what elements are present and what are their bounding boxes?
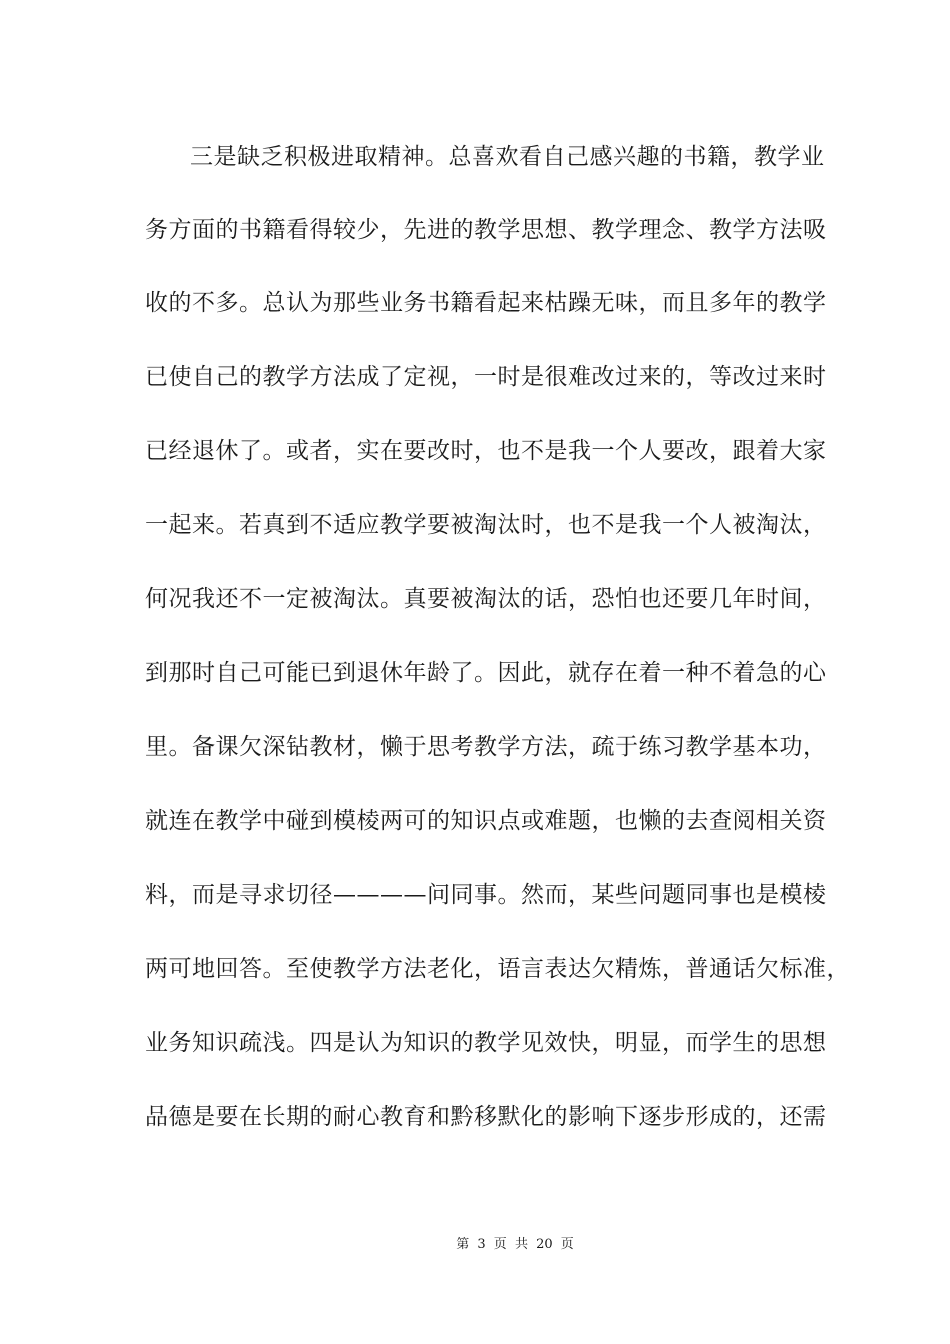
paragraph-line-8: 到那时自己可能已到退休年龄了。因此，就存在着一种不着急的心 [145,660,827,686]
footer-current-page: 3 [477,1237,486,1252]
page-footer [0,1236,950,1254]
footer-page-word: 页 [493,1237,507,1252]
paragraph-line-14: 品德是要在长期的耐心教育和黔移默化的影响下逐步形成的，还需 [145,1104,827,1130]
paragraph-line-13: 业务知识疏浅。四是认为知识的教学见效快，明显，而学生的思想 [145,1030,827,1056]
footer-suffix: 页 [560,1237,574,1252]
footer-total-prefix: 共 [514,1237,528,1252]
footer-total-pages: 20 [536,1237,553,1252]
paragraph-line-9: 里。备课欠深钻教材，懒于思考教学方法，疏于练习教学基本功， [145,734,827,760]
paragraph-line-11: 料，而是寻求切径————问同事。然而，某些问题同事也是模棱 [145,882,827,908]
paragraph-line-12: 两可地回答。至使教学方法老化，语言表达欠精炼，普通话欠标准， [145,956,850,982]
footer-prefix: 第 [456,1237,470,1252]
paragraph-line-10: 就连在教学中碰到模棱两可的知识点或难题，也懒的去查阅相关资 [145,808,827,834]
paragraph-line-5: 已经退休了。或者，实在要改时，也不是我一个人要改，跟着大家 [145,438,827,464]
paragraph-line-3: 收的不多。总认为那些业务书籍看起来枯躁无味，而且多年的教学 [145,290,827,316]
paragraph-line-2: 务方面的书籍看得较少，先进的教学思想、教学理念、教学方法吸 [145,217,827,243]
paragraph-line-1: 三是缺乏积极进取精神。总喜欢看自己感兴趣的书籍，教学业 [190,144,825,170]
paragraph-line-7: 何况我还不一定被淘汰。真要被淘汰的话，恐怕也还要几年时间， [145,586,827,612]
paragraph-line-4: 已使自己的教学方法成了定视，一时是很难改过来的，等改过来时 [145,364,827,390]
paragraph-line-6: 一起来。若真到不适应教学要被淘汰时，也不是我一个人被淘汰， [145,512,827,538]
